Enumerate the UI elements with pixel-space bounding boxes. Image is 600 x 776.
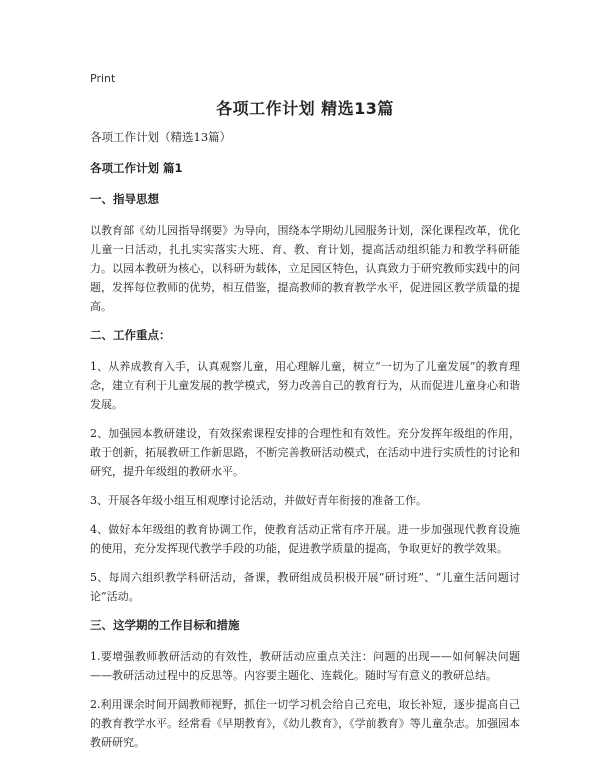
paragraph: 3、开展各年级小组互相观摩讨论活动，并做好青年衔接的准备工作。 bbox=[90, 494, 427, 507]
section-heading-work-focus: 二、工作重点： bbox=[90, 328, 171, 342]
paragraph: 5、每周六组织教学科研活动，备课，教研组成员积极开展“研讨班”、“儿童生活问题讨论”活动。 bbox=[90, 571, 520, 603]
paragraph: 2、加强园本教研建设，有效探索课程安排的合理性和有效性。充分发挥年级组的作用，敢于创新，拓展教研工作新思路，不断完善教研活动模式，在活动中进行实质性的讨论和研究，提升年级组的教研水平。 bbox=[90, 427, 520, 478]
paragraph: 以教育部《幼儿园指导纲要》为导向，围绕本学期幼儿园服务计划，深化课程改革，优化儿童一日活动，扎扎实实落实大班、育、教、育计划，提高活动组织能力和教学科研能力。以园本教研为核心，以科研为载体，立足园区特色，认真致力于研究教师实践中的问题，发挥每位教师的优势，相互借鉴，提高教师的教育教学水平，促进园区教学质量的提高。 bbox=[90, 224, 520, 313]
paragraph: 1、从养成教育入手，认真观察儿童，用心理解儿童，树立“一切为了儿童发展”的教育理念，建立有利于儿童发展的教学模式，努力改善自己的教育行为，从而促进儿童身心和谐发展。 bbox=[90, 360, 520, 411]
paragraph: 1.要增强教师教研活动的有效性，教研活动应重点关注：问题的出现——如何解决问题——教研活动过程中的反思等。内容要主题化、连载化。随时写有意义的教研总结。 bbox=[90, 650, 520, 682]
page-title: 各项工作计划 精选13篇 bbox=[216, 99, 394, 118]
section-heading-goals-measures: 三、这学期的工作目标和措施 bbox=[90, 618, 240, 632]
paragraph: 2.利用课余时间开阔教师视野，抓住一切学习机会给自己充电，取长补短，逐步提高自己的教育教学水平。经常看《早期教育》，《幼儿教育》，《学前教育》等儿童杂志。加强园本教研研究。 bbox=[90, 698, 520, 749]
section-heading-guiding-ideology: 一、指导思想 bbox=[90, 192, 159, 206]
paragraph: 4、做好本年级组的教育协调工作，使教育活动正常有序开展。进一步加强现代教育设施的使用，充分发挥现代教学手段的功能，促进教学质量的提高，争取更好的教学效果。 bbox=[90, 523, 520, 555]
document-body bbox=[90, 128, 520, 762]
print-link[interactable]: Print bbox=[90, 72, 116, 85]
chapter-title: 各项工作计划 篇1 bbox=[90, 161, 183, 175]
document-subtitle: 各项工作计划（精选13篇） bbox=[90, 130, 232, 144]
